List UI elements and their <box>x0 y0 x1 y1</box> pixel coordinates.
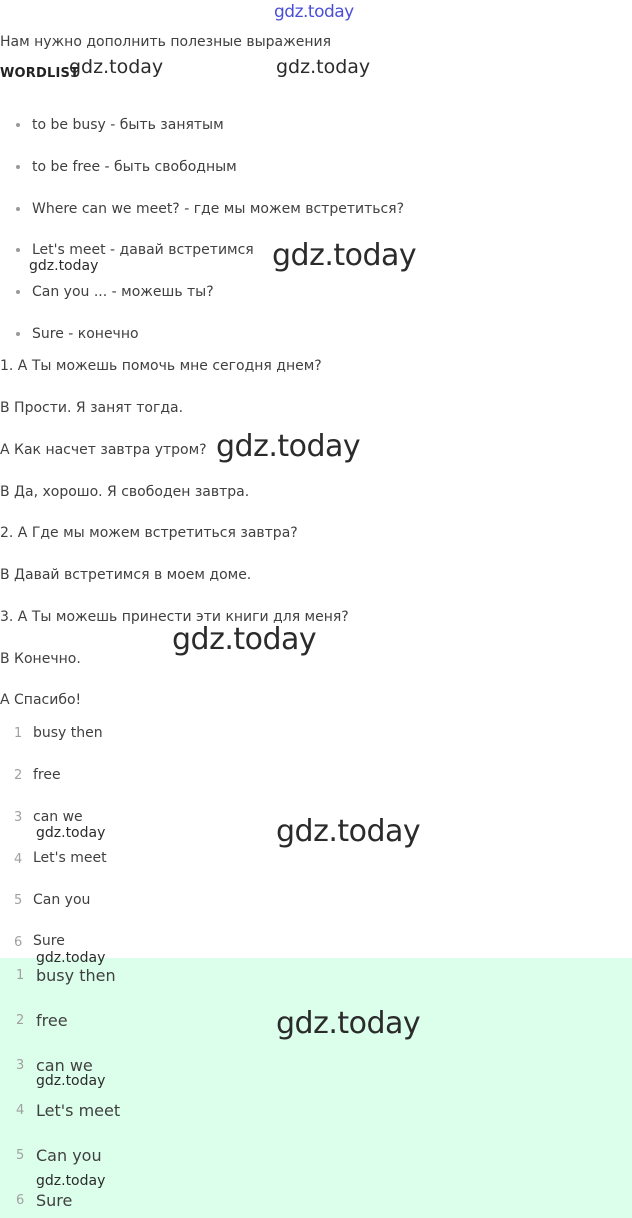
watermark: gdz.today <box>36 1173 106 1189</box>
wordlist-item <box>16 326 139 342</box>
wordlist-item-text: Let's meet - давай встретимся <box>32 242 254 258</box>
watermark: gdz.today <box>29 258 99 274</box>
answer-text: Let's meet <box>36 1101 121 1120</box>
watermark: gdz.today <box>276 1006 421 1041</box>
answer-number: 2 <box>14 768 23 783</box>
wordlist-item <box>16 284 214 300</box>
bullet-icon <box>16 123 20 127</box>
wordlist-item-text: Can you ... - можешь ты? <box>32 284 214 300</box>
watermark: gdz.today <box>172 622 317 657</box>
bullet-icon <box>16 332 20 336</box>
watermark: gdz.today <box>216 429 361 464</box>
dialogue-line: B Да, хорошо. Я свободен завтра. <box>0 484 250 500</box>
watermark: gdz.today <box>276 56 371 78</box>
dialogue-line: B Прости. Я занят тогда. <box>0 400 184 416</box>
watermark: gdz.today <box>36 825 106 841</box>
answer-number: 3 <box>16 1058 25 1073</box>
answer-text: Sure <box>36 1191 73 1210</box>
answer-number: 2 <box>16 1013 25 1028</box>
answer-text: Can you <box>36 1146 102 1165</box>
answer-number: 3 <box>14 810 23 825</box>
watermark: gdz.today <box>36 1073 106 1089</box>
answer-number: 6 <box>16 1193 25 1208</box>
watermark: gdz.today <box>272 238 417 273</box>
wordlist-item-text: Sure - конечно <box>32 326 139 342</box>
answer-number: 6 <box>14 935 23 950</box>
answer-number: 1 <box>14 726 23 741</box>
bullet-icon <box>16 165 20 169</box>
wordlist-item-text: Where can we meet? - где мы можем встретиться? <box>32 201 405 217</box>
watermark: gdz.today <box>36 950 106 966</box>
answer-text: can we <box>36 1056 93 1075</box>
answer-text: free <box>33 767 61 783</box>
wordlist-item <box>16 201 404 217</box>
bullet-icon <box>16 207 20 211</box>
wordlist-item <box>16 242 254 258</box>
answer-text: busy then <box>33 725 103 741</box>
answer-text: free <box>36 1011 68 1030</box>
answer-text: Sure <box>33 933 65 949</box>
dialogue-line: 2. A Где мы можем встретиться завтра? <box>0 525 298 541</box>
answer-number: 5 <box>16 1148 25 1163</box>
dialogue-line: A Спасибо! <box>0 692 82 708</box>
site-logo[interactable]: gdz.today <box>274 2 354 22</box>
answer-number: 4 <box>14 852 23 867</box>
wordlist-heading: WORDLIST <box>0 66 80 81</box>
answer-text: can we <box>33 809 83 825</box>
wordlist-item <box>16 159 237 175</box>
answer-text: busy then <box>36 966 116 985</box>
wordlist-item-text: to be busy - быть занятым <box>32 117 224 133</box>
answer-text: Can you <box>33 892 91 908</box>
answer-text: Let's meet <box>33 850 107 866</box>
watermark: gdz.today <box>276 814 421 849</box>
answer-number: 5 <box>14 893 23 908</box>
answer-number: 1 <box>16 968 25 983</box>
bullet-icon <box>16 290 20 294</box>
dialogue-line: 3. A Ты можешь принести эти книги для меня? <box>0 609 349 625</box>
wordlist-item-text: to be free - быть свободным <box>32 159 237 175</box>
dialogue-line: B Давай встретимся в моем доме. <box>0 567 252 583</box>
intro-text: Нам нужно дополнить полезные выражения <box>0 34 332 50</box>
answer-number: 4 <box>16 1103 25 1118</box>
wordlist-item <box>16 117 224 133</box>
watermark: gdz.today <box>69 56 164 78</box>
dialogue-line: A Как насчет завтра утром? <box>0 442 207 458</box>
bullet-icon <box>16 248 20 252</box>
dialogue-line: B Конечно. <box>0 651 81 667</box>
dialogue-line: 1. A Ты можешь помочь мне сегодня днем? <box>0 358 322 374</box>
